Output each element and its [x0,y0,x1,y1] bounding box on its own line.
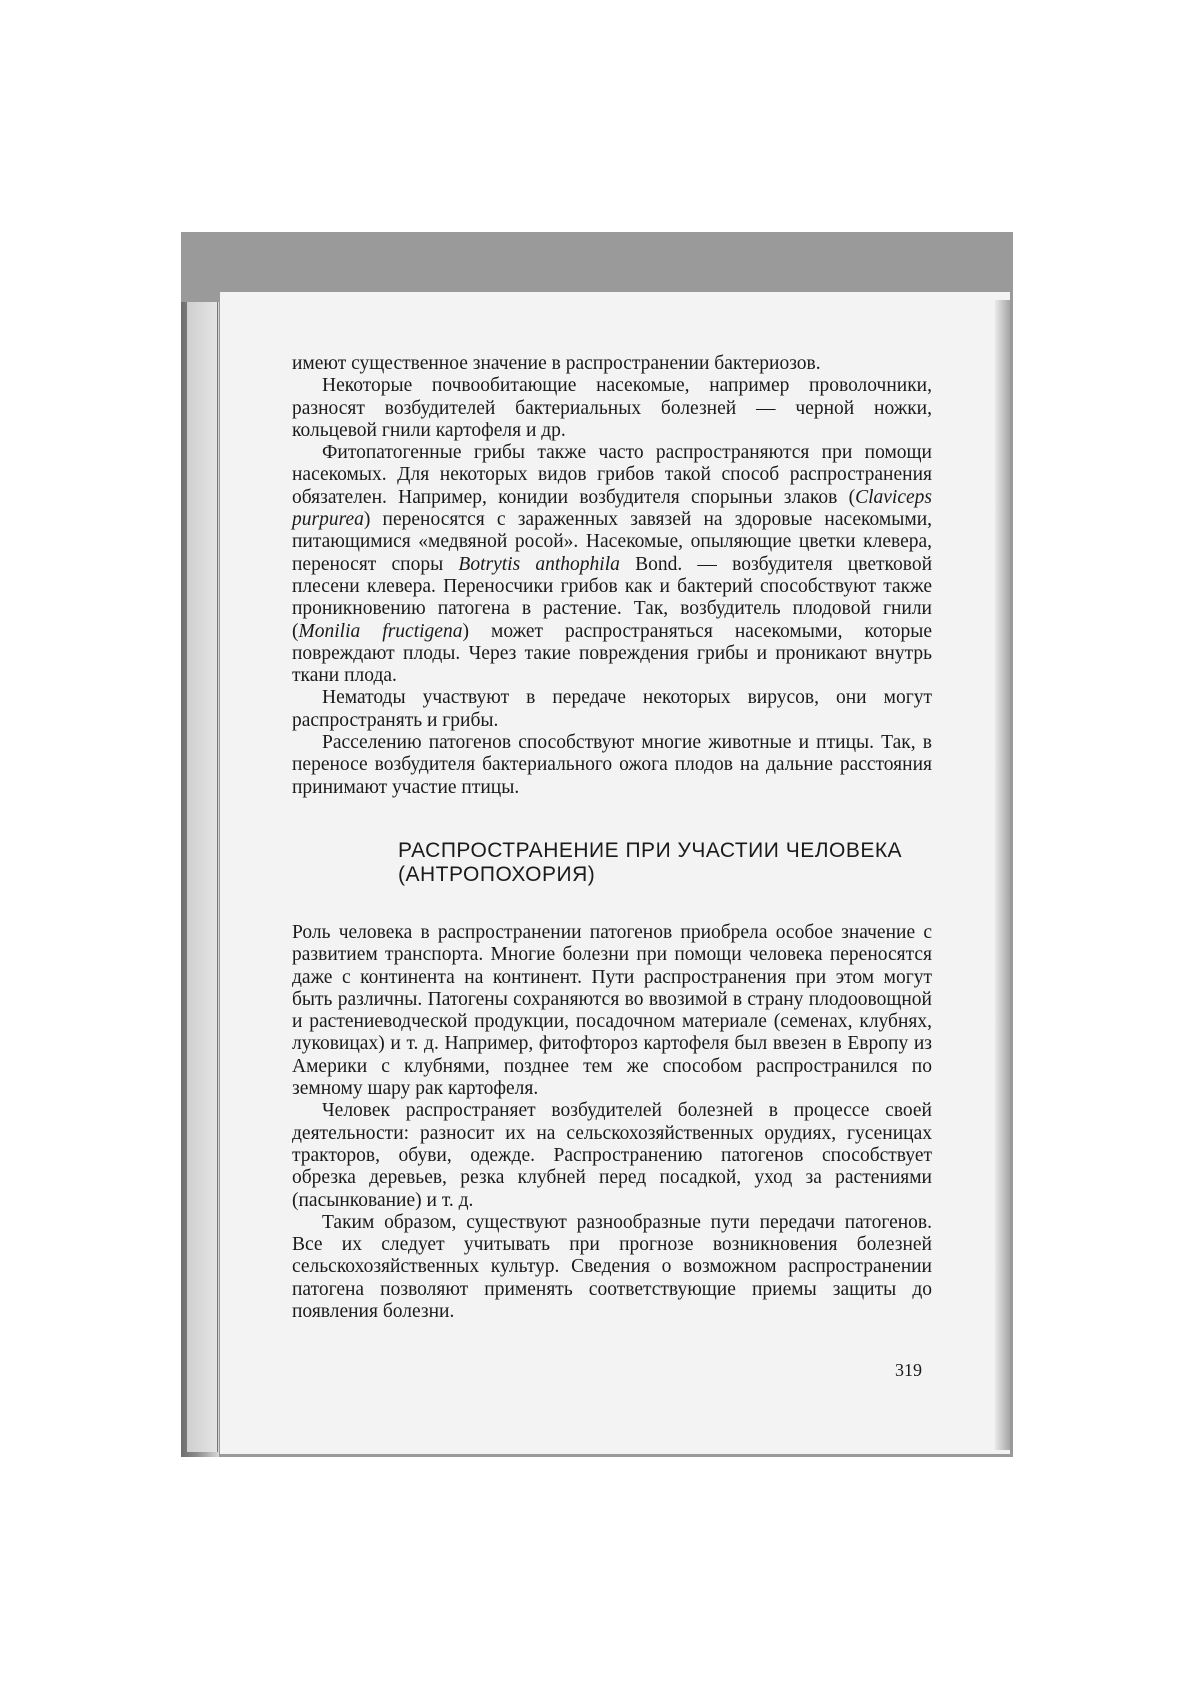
species-name: Claviceps purpurea [292,486,932,531]
paragraph-text: Фитопатогенные грибы также часто распространяются при помощи насекомых. Для некоторых видов грибов такой способ распространения обязателен. Например, конидии возбудителя спорыньи злаков ( [292,442,932,508]
paragraph: Нематоды участвуют в передаче некоторых вирусов, они могут распространять и грибы. [292,687,932,731]
paragraph: Таким образом, существуют разнообразные пути передачи патогенов. Все их следует учитывать при прогнозе возникновения болезней сельскохозяйственных культур. Сведения о возможном распространении патогена позволяют применять соответствующие приемы защиты до появления болезни. [292,1211,932,1322]
paragraph: имеют существенное значение в распространении бактериозов. [292,353,821,374]
species-name: Monilia fructigena [298,620,463,642]
section-heading [292,839,932,887]
species-name: Botrytis anthophila [458,553,620,575]
paragraph: Некоторые почвообитающие насекомые, например проволочники, разносят возбудителей бактериальных болезней — черной ножки, кольцевой гнили картофеля и др. [292,375,932,441]
paragraph: Роль человека в распространении патогенов приобрела особое значение с развитием транспорта. Многие болезни при помощи человека переносятся даже с континента на континент. Пути распространения при этом могут быть различны. Патогены сохраняются во ввозимой в страну плодоовощной и растениеводческой продукции, посадочном материале (семенах, клубнях, луковицах) и т. д. Например, фитофтороз картофеля был ввезен в Европу из Америки с клубнями, позднее тем же способом распространился по земному шару рак картофеля. [292,921,932,1100]
paragraph: Человек распространяет возбудителей болезней в процессе своей деятельности: разносит их на сельскохозяйственных орудиях, гусеницах тракторов, обуви, одежде. Распространению патогенов способствует обрезка деревьев, резка клубней перед посадкой, уход за растениями (пасынкование) и т. д. [292,1100,932,1211]
page-number: 319 [895,1360,922,1380]
section-heading-line: (АНТРОПОХОРИЯ) [398,862,596,886]
section-heading-line: РАСПРОСТРАНЕНИЕ ПРИ УЧАСТИИ ЧЕЛОВЕКА [398,838,903,862]
paragraph-text: ) переносятся с зараженных завязей на здоровые насекомыми, питающимися «медвяной росой». Насекомые, опыляющие цветки клевера, переносят споры [292,509,932,575]
paragraph-text: Bond. — возбудителя цветковой плесени клевера. Переносчики грибов как и бактерий способствуют также проникновению патогена в растение. Так, возбудитель плодовой гнили ( [292,553,933,642]
left-page-edge [187,302,218,1452]
paragraph-text: ) может распространяться насекомыми, которые повреждают плоды. Через такие повреждения грибы и проникают внутрь ткани плода. [292,620,932,687]
right-page-edge [995,300,1010,1450]
paragraph: Расселению патогенов способствуют многие животные и птицы. Так, в переносе возбудителя бактериального ожога плодов на дальние расстояния принимают участие птицы. [292,732,932,798]
paragraph [292,442,932,687]
page-text [292,353,932,1323]
